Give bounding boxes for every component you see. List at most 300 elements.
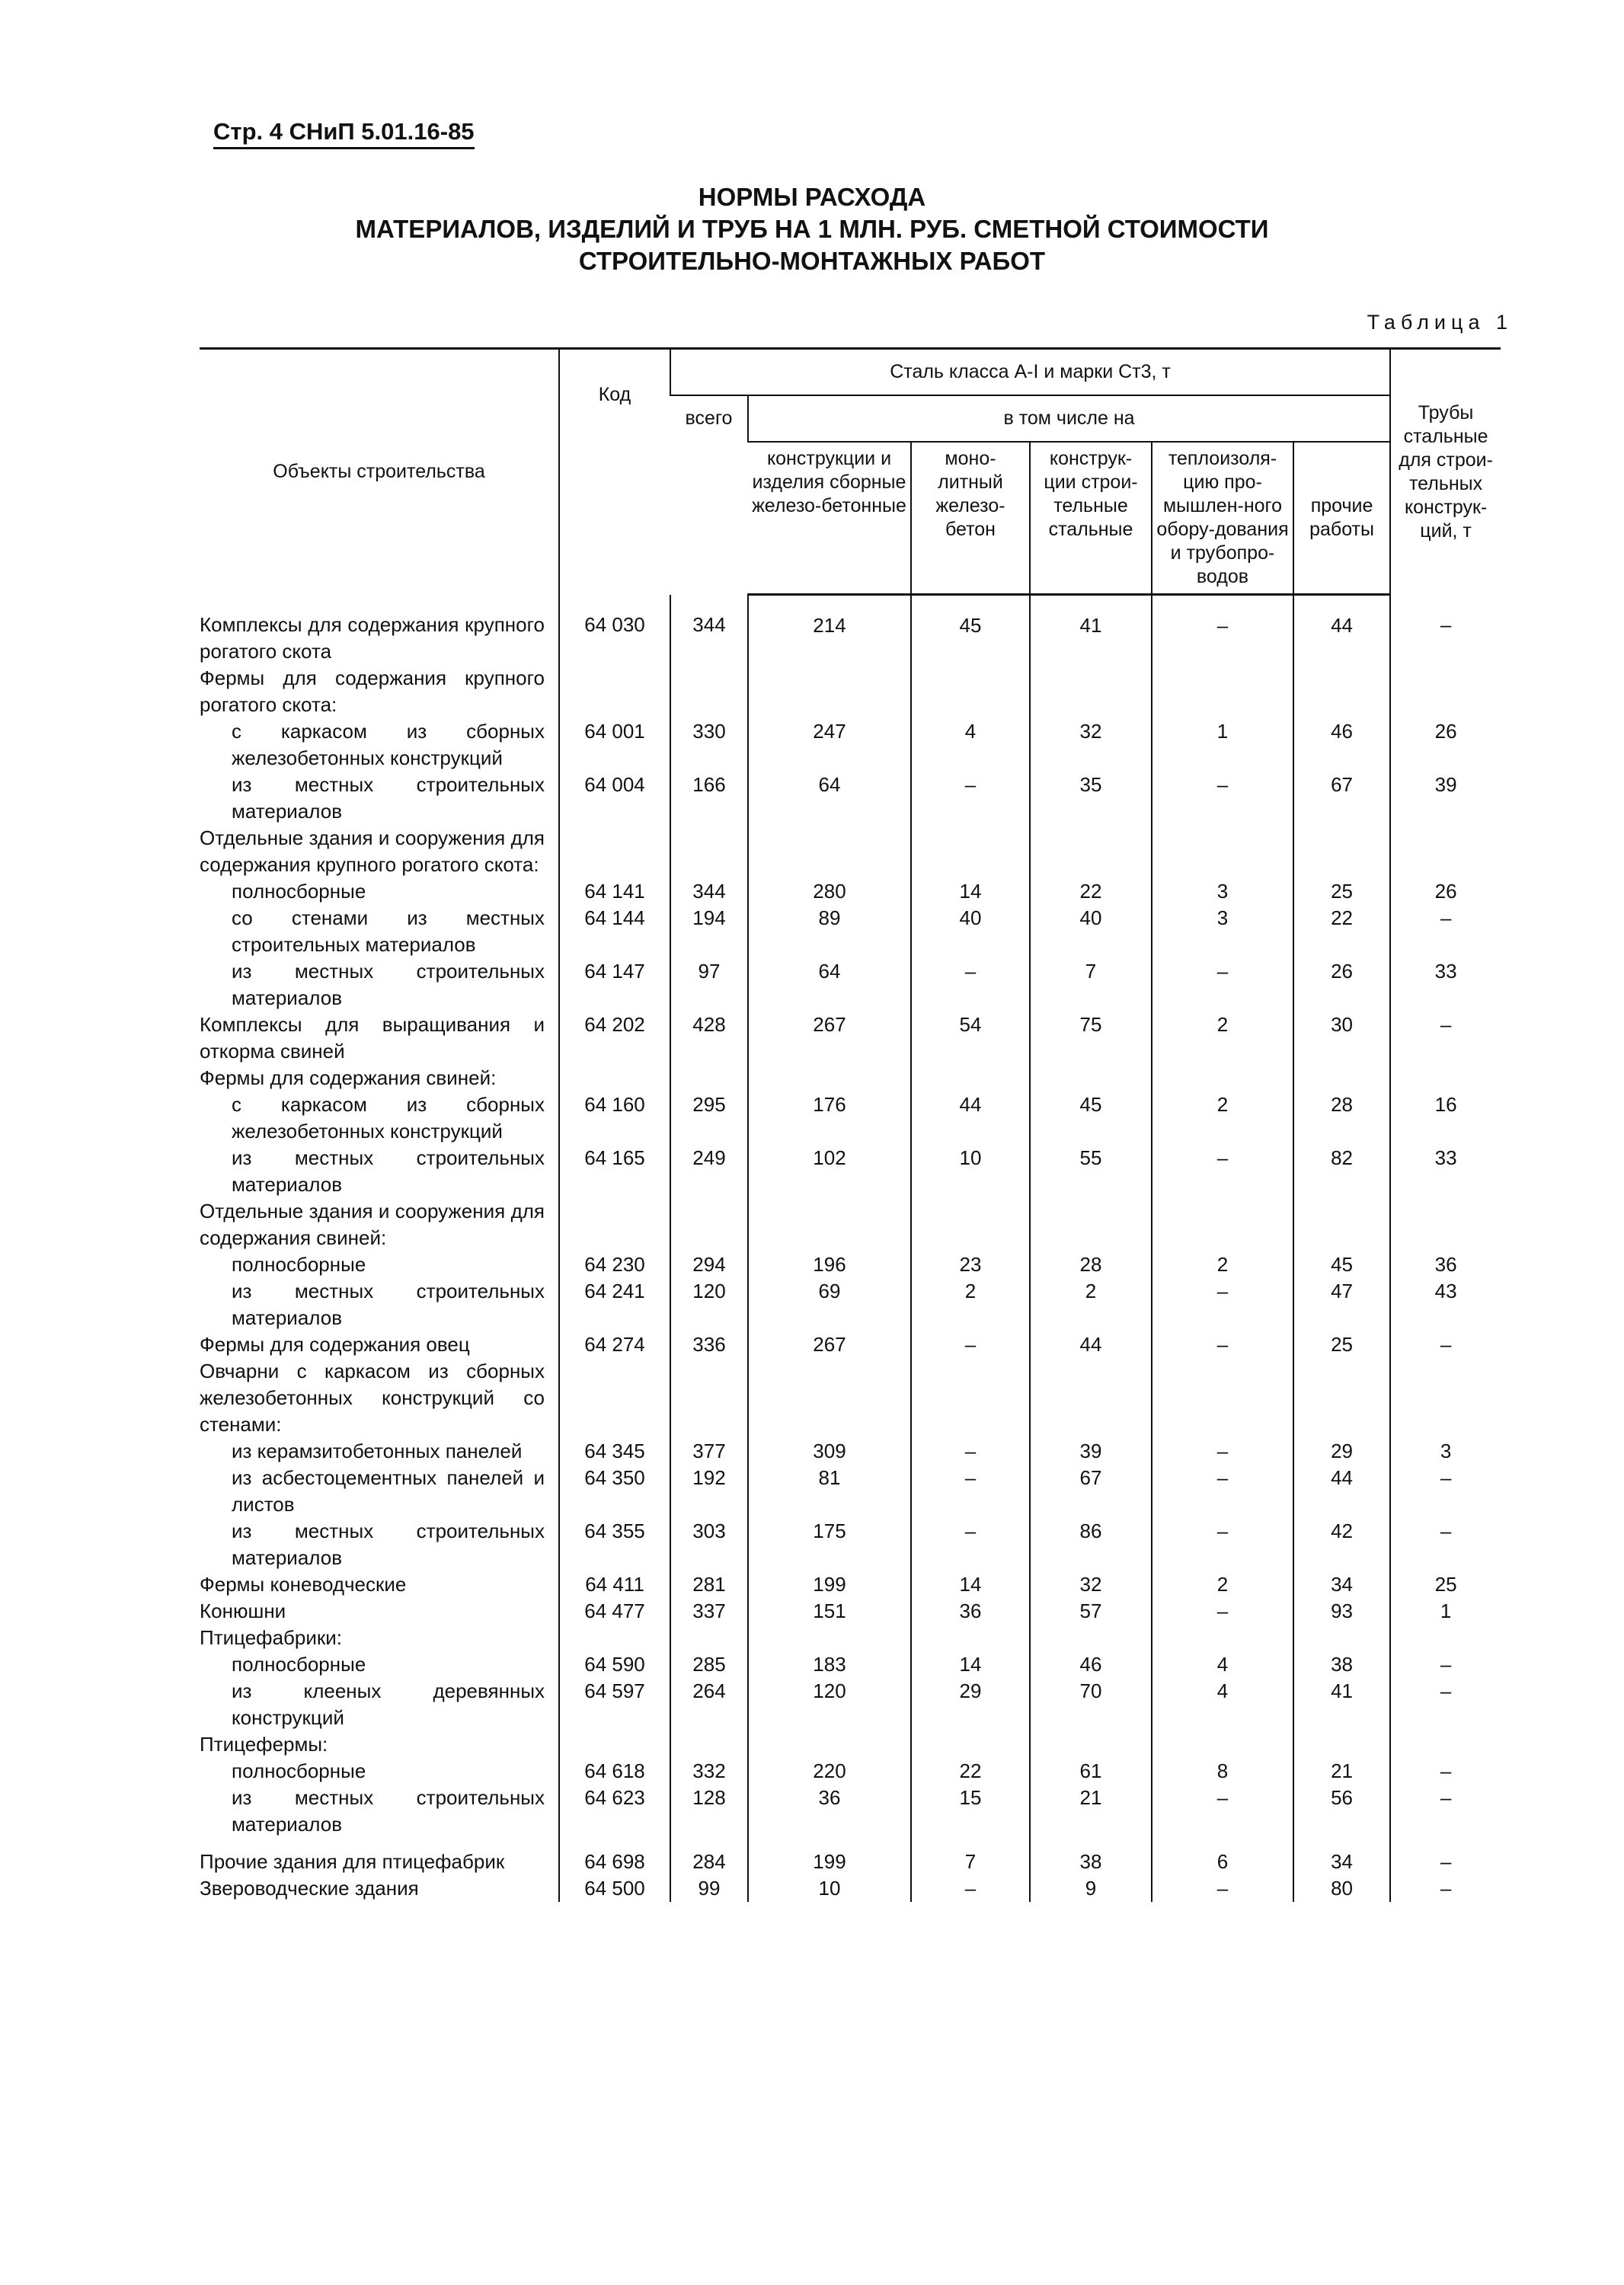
row-pipes: – [1390,1785,1501,1838]
table-row [200,772,1501,825]
row-precast: 69 [748,1278,911,1331]
row-total [670,825,748,878]
row-total: 344 [670,595,748,665]
row-object: Комплексы для содержания крупного рогатого скота [200,612,545,663]
row-precast: 309 [748,1438,911,1465]
row-code: 64 411 [559,1571,670,1598]
row-steel-structures: 46 [1030,1651,1152,1678]
row-code [559,1731,670,1758]
row-insulation [1152,825,1293,878]
table-row [200,905,1501,958]
row-total: 99 [670,1875,748,1902]
row-other [1293,665,1390,718]
row-monolithic: 54 [911,1011,1030,1065]
row-insulation: 3 [1152,905,1293,958]
row-precast: 102 [748,1145,911,1198]
row-insulation [1152,665,1293,718]
row-monolithic: 23 [911,1251,1030,1278]
row-object: Фермы для содержания овец [200,1332,470,1356]
row-code: 64 001 [559,718,670,772]
table-row [200,595,1501,665]
header-precast: конструкции и изделия сборные железо-бетонные [748,442,911,595]
row-pipes [1390,1625,1501,1651]
row-object: Фермы для содержания крупного рогатого скота: [200,666,545,716]
row-other: 44 [1293,1465,1390,1518]
row-steel-structures: 28 [1030,1251,1152,1278]
table-row [200,878,1501,905]
row-total: 337 [670,1598,748,1625]
header-steel-structures: конструк-ции строи-тельные стальные [1030,442,1152,595]
row-monolithic [911,1625,1030,1651]
row-monolithic: 14 [911,1571,1030,1598]
row-monolithic: – [911,1518,1030,1571]
row-pipes [1390,665,1501,718]
row-precast [748,1198,911,1251]
row-monolithic: – [911,772,1030,825]
row-total: 344 [670,878,748,905]
row-precast: 280 [748,878,911,905]
row-insulation: 2 [1152,1251,1293,1278]
row-pipes [1390,825,1501,878]
row-pipes [1390,1065,1501,1091]
row-other: 21 [1293,1758,1390,1785]
row-precast: 120 [748,1678,911,1731]
table-row [200,1091,1501,1145]
row-total: 377 [670,1438,748,1465]
row-pipes: – [1390,1758,1501,1785]
row-other: 25 [1293,878,1390,905]
row-precast: 267 [748,1011,911,1065]
table-row [200,1651,1501,1678]
row-object: Птицефабрики: [200,1625,343,1649]
row-pipes: – [1390,905,1501,958]
row-pipes: – [1390,1838,1501,1875]
row-other: 28 [1293,1091,1390,1145]
row-precast: 175 [748,1518,911,1571]
row-precast: 36 [748,1785,911,1838]
table-row [200,1331,1501,1358]
row-code: 64 355 [559,1518,670,1571]
row-object: из местных строительных материалов [232,1146,545,1196]
row-code: 64 202 [559,1011,670,1065]
row-other: 30 [1293,1011,1390,1065]
row-other [1293,1198,1390,1251]
header-pipes: Трубы стальные для строи-тельных конструк-ций, т [1390,349,1501,595]
row-other: 93 [1293,1598,1390,1625]
row-other: 44 [1293,595,1390,665]
row-total [670,665,748,718]
row-pipes: – [1390,1331,1501,1358]
row-object: со стенами из местных строительных материалов [232,906,545,956]
header-insulation: теплоизоля-цию про-мышлен-ного обору-дования и трубопро-водов [1152,442,1293,595]
row-pipes [1390,1731,1501,1758]
row-steel-structures: 45 [1030,1091,1152,1145]
row-total: 295 [670,1091,748,1145]
row-code: 64 477 [559,1598,670,1625]
row-precast [748,1731,911,1758]
row-insulation: – [1152,1465,1293,1518]
row-other: 41 [1293,1678,1390,1731]
row-precast: 10 [748,1875,911,1902]
row-code [559,825,670,878]
row-monolithic: 15 [911,1785,1030,1838]
header-monolithic: моно-литный железо-бетон [911,442,1030,595]
row-pipes: – [1390,1011,1501,1065]
row-insulation: 2 [1152,1571,1293,1598]
row-insulation: – [1152,772,1293,825]
row-insulation: – [1152,1785,1293,1838]
row-total: 284 [670,1838,748,1875]
table-row [200,1625,1501,1651]
header-including: в том числе на [748,395,1390,442]
row-monolithic: – [911,958,1030,1011]
row-other [1293,825,1390,878]
row-object: из местных строительных материалов [232,1519,545,1569]
row-object: Отдельные здания и сооружения для содержания свиней: [200,1199,545,1249]
row-precast: 196 [748,1251,911,1278]
row-precast: 267 [748,1331,911,1358]
row-monolithic: 10 [911,1145,1030,1198]
row-object: полносборные [232,879,366,903]
row-precast [748,1358,911,1438]
row-pipes: 16 [1390,1091,1501,1145]
row-steel-structures: 21 [1030,1785,1152,1838]
norms-table [200,347,1501,1902]
row-pipes: 36 [1390,1251,1501,1278]
row-object: из местных строительных материалов [232,772,545,823]
row-steel-structures: 86 [1030,1518,1152,1571]
row-code: 64 144 [559,905,670,958]
row-pipes: 25 [1390,1571,1501,1598]
row-precast: 89 [748,905,911,958]
row-pipes: – [1390,1875,1501,1902]
row-object: Овчарни с каркасом из сборных железобетонных конструкций со стенами: [200,1359,545,1436]
header-total: всего [685,407,733,429]
row-monolithic: – [911,1875,1030,1902]
row-insulation: 6 [1152,1838,1293,1875]
row-precast: 151 [748,1598,911,1625]
row-object: Фермы для содержания свиней: [200,1066,497,1089]
title-line-2: МАТЕРИАЛОВ, ИЗДЕЛИЙ И ТРУБ НА 1 МЛН. РУБ. СМЕТНОЙ СТОИМОСТИ [355,215,1269,243]
row-insulation: 2 [1152,1011,1293,1065]
row-steel-structures: 41 [1030,595,1152,665]
row-object: полносборные [232,1252,366,1276]
row-monolithic [911,1198,1030,1251]
table-row [200,1875,1501,1902]
row-total: 294 [670,1251,748,1278]
row-insulation: 4 [1152,1678,1293,1731]
row-pipes: 33 [1390,958,1501,1011]
row-steel-structures: 67 [1030,1465,1152,1518]
row-steel-structures: 38 [1030,1838,1152,1875]
row-other: 82 [1293,1145,1390,1198]
row-code: 64 141 [559,878,670,905]
row-code: 64 147 [559,958,670,1011]
row-object: Прочие здания для птицефабрик [200,1849,505,1873]
row-precast: 247 [748,718,911,772]
row-total: 285 [670,1651,748,1678]
row-object: из местных строительных материалов [232,959,545,1009]
row-precast: 176 [748,1091,911,1145]
row-object: Конюшни [200,1599,286,1622]
row-object: Звероводческие здания [200,1876,419,1900]
row-other: 42 [1293,1518,1390,1571]
row-pipes: – [1390,1518,1501,1571]
row-monolithic: 40 [911,905,1030,958]
row-total: 330 [670,718,748,772]
table-row [200,1518,1501,1571]
row-monolithic [911,1731,1030,1758]
row-steel-structures: 22 [1030,878,1152,905]
row-object: с каркасом из сборных железобетонных конструкций [232,1092,545,1142]
row-precast: 183 [748,1651,911,1678]
table-row [200,1758,1501,1785]
row-code [559,1065,670,1091]
row-pipes: 33 [1390,1145,1501,1198]
row-steel-structures: 39 [1030,1438,1152,1465]
row-precast: 64 [748,772,911,825]
row-code: 64 165 [559,1145,670,1198]
row-insulation: – [1152,1331,1293,1358]
row-monolithic: 44 [911,1091,1030,1145]
row-other: 46 [1293,718,1390,772]
row-steel-structures: 44 [1030,1331,1152,1358]
row-monolithic: – [911,1331,1030,1358]
row-other: 67 [1293,772,1390,825]
row-object: из керамзитобетонных панелей [232,1439,523,1462]
row-total: 249 [670,1145,748,1198]
table-row [200,1838,1501,1875]
table-row [200,1251,1501,1278]
row-other: 34 [1293,1838,1390,1875]
row-code: 64 618 [559,1758,670,1785]
row-total: 120 [670,1278,748,1331]
row-pipes: 26 [1390,718,1501,772]
row-steel-structures [1030,1358,1152,1438]
row-insulation: 3 [1152,878,1293,905]
document-title [0,181,1624,277]
row-pipes: – [1390,1465,1501,1518]
row-pipes: 3 [1390,1438,1501,1465]
row-object: Комплексы для выращивания и откорма свиней [200,1012,545,1063]
table-row [200,1358,1501,1438]
table-body [200,595,1501,1902]
table-row [200,1278,1501,1331]
table-row [200,1785,1501,1838]
row-pipes: – [1390,595,1501,665]
table-row [200,1678,1501,1731]
row-steel-structures: 75 [1030,1011,1152,1065]
row-code: 64 623 [559,1785,670,1838]
row-insulation: 1 [1152,718,1293,772]
title-line-3: СТРОИТЕЛЬНО-МОНТАЖНЫХ РАБОТ [578,247,1046,275]
row-monolithic: – [911,1438,1030,1465]
row-code: 64 698 [559,1838,670,1875]
table-row [200,665,1501,718]
row-other: 29 [1293,1438,1390,1465]
row-total: 194 [670,905,748,958]
row-object: с каркасом из сборных железобетонных конструкций [232,719,545,769]
row-monolithic: 2 [911,1278,1030,1331]
row-insulation [1152,1065,1293,1091]
row-pipes: 26 [1390,878,1501,905]
row-steel-structures [1030,1198,1152,1251]
row-other: 26 [1293,958,1390,1011]
table-row [200,718,1501,772]
header-code: Код [559,349,670,595]
row-insulation: – [1152,1598,1293,1625]
row-total: 97 [670,958,748,1011]
row-monolithic [911,1358,1030,1438]
row-steel-structures: 2 [1030,1278,1152,1331]
row-monolithic [911,825,1030,878]
table-row [200,1145,1501,1198]
row-precast: 199 [748,1838,911,1875]
row-monolithic [911,1065,1030,1091]
row-steel-structures: 55 [1030,1145,1152,1198]
row-code: 64 590 [559,1651,670,1678]
row-steel-structures: 70 [1030,1678,1152,1731]
row-insulation: – [1152,1278,1293,1331]
row-steel-structures: 35 [1030,772,1152,825]
row-steel-structures [1030,1625,1152,1651]
row-total: 281 [670,1571,748,1598]
row-insulation: – [1152,958,1293,1011]
row-steel-structures: 40 [1030,905,1152,958]
table-row [200,1438,1501,1465]
row-insulation: 4 [1152,1651,1293,1678]
row-total [670,1625,748,1651]
row-monolithic: 7 [911,1838,1030,1875]
row-total [670,1358,748,1438]
row-insulation [1152,1625,1293,1651]
row-object: из асбестоцементных панелей и листов [232,1465,545,1516]
row-total: 336 [670,1331,748,1358]
row-other [1293,1625,1390,1651]
table-row [200,1198,1501,1251]
row-other: 47 [1293,1278,1390,1331]
row-total: 128 [670,1785,748,1838]
row-code: 64 274 [559,1331,670,1358]
row-other: 45 [1293,1251,1390,1278]
row-monolithic: 4 [911,718,1030,772]
row-total [670,1198,748,1251]
row-insulation [1152,1198,1293,1251]
row-monolithic: 29 [911,1678,1030,1731]
row-precast: 81 [748,1465,911,1518]
row-monolithic: 14 [911,878,1030,905]
table-row [200,1731,1501,1758]
row-object: полносборные [232,1652,366,1676]
row-code: 64 500 [559,1875,670,1902]
row-code: 64 160 [559,1091,670,1145]
row-code [559,1625,670,1651]
row-pipes: 1 [1390,1598,1501,1625]
row-monolithic: 36 [911,1598,1030,1625]
row-steel-structures [1030,1065,1152,1091]
table-row [200,1065,1501,1091]
header-steel-group: Сталь класса А-I и марки Ст3, т [670,349,1390,396]
row-code: 64 597 [559,1678,670,1731]
table-row [200,1571,1501,1598]
row-precast [748,1065,911,1091]
row-steel-structures [1030,1731,1152,1758]
row-precast [748,825,911,878]
row-other: 80 [1293,1875,1390,1902]
row-total: 428 [670,1011,748,1065]
header-other: прочие работы [1293,442,1390,595]
row-precast: 220 [748,1758,911,1785]
row-other: 38 [1293,1651,1390,1678]
row-steel-structures: 32 [1030,1571,1152,1598]
row-precast [748,665,911,718]
row-steel-structures: 57 [1030,1598,1152,1625]
table-header [200,349,1501,595]
row-insulation [1152,1731,1293,1758]
row-object: Птицефермы: [200,1732,328,1756]
row-steel-structures: 61 [1030,1758,1152,1785]
row-precast: 214 [748,595,911,665]
row-total [670,1731,748,1758]
row-steel-structures [1030,825,1152,878]
row-insulation: 8 [1152,1758,1293,1785]
row-other: 56 [1293,1785,1390,1838]
row-insulation [1152,1358,1293,1438]
row-pipes: 39 [1390,772,1501,825]
row-code [559,1358,670,1438]
row-object: полносборные [232,1759,366,1782]
row-other: 22 [1293,905,1390,958]
table-label: Таблица 1 [1367,311,1513,334]
row-monolithic: 45 [911,595,1030,665]
row-precast: 199 [748,1571,911,1598]
row-object: Фермы коневодческие [200,1572,407,1596]
title-line-1: НОРМЫ РАСХОДА [698,183,926,211]
row-other [1293,1731,1390,1758]
row-pipes [1390,1358,1501,1438]
row-pipes: – [1390,1678,1501,1731]
row-total [670,1065,748,1091]
row-monolithic: – [911,1465,1030,1518]
row-other [1293,1065,1390,1091]
row-pipes: – [1390,1651,1501,1678]
row-object: из местных строительных материалов [232,1279,545,1329]
row-pipes [1390,1198,1501,1251]
row-steel-structures: 32 [1030,718,1152,772]
table-row [200,1598,1501,1625]
row-code [559,665,670,718]
header-objects: Объекты строительства [200,349,559,595]
table-row [200,825,1501,878]
row-insulation: – [1152,595,1293,665]
row-total: 332 [670,1758,748,1785]
row-code: 64 004 [559,772,670,825]
table-row [200,1465,1501,1518]
row-monolithic: 22 [911,1758,1030,1785]
page-header: Стр. 4 СНиП 5.01.16-85 [213,118,475,149]
row-monolithic: 14 [911,1651,1030,1678]
row-pipes: 43 [1390,1278,1501,1331]
row-code: 64 241 [559,1278,670,1331]
row-code [559,1198,670,1251]
row-monolithic [911,665,1030,718]
table-row [200,1011,1501,1065]
row-code: 64 345 [559,1438,670,1465]
row-total: 264 [670,1678,748,1731]
row-code: 64 030 [559,595,670,665]
row-precast: 64 [748,958,911,1011]
row-insulation: – [1152,1875,1293,1902]
